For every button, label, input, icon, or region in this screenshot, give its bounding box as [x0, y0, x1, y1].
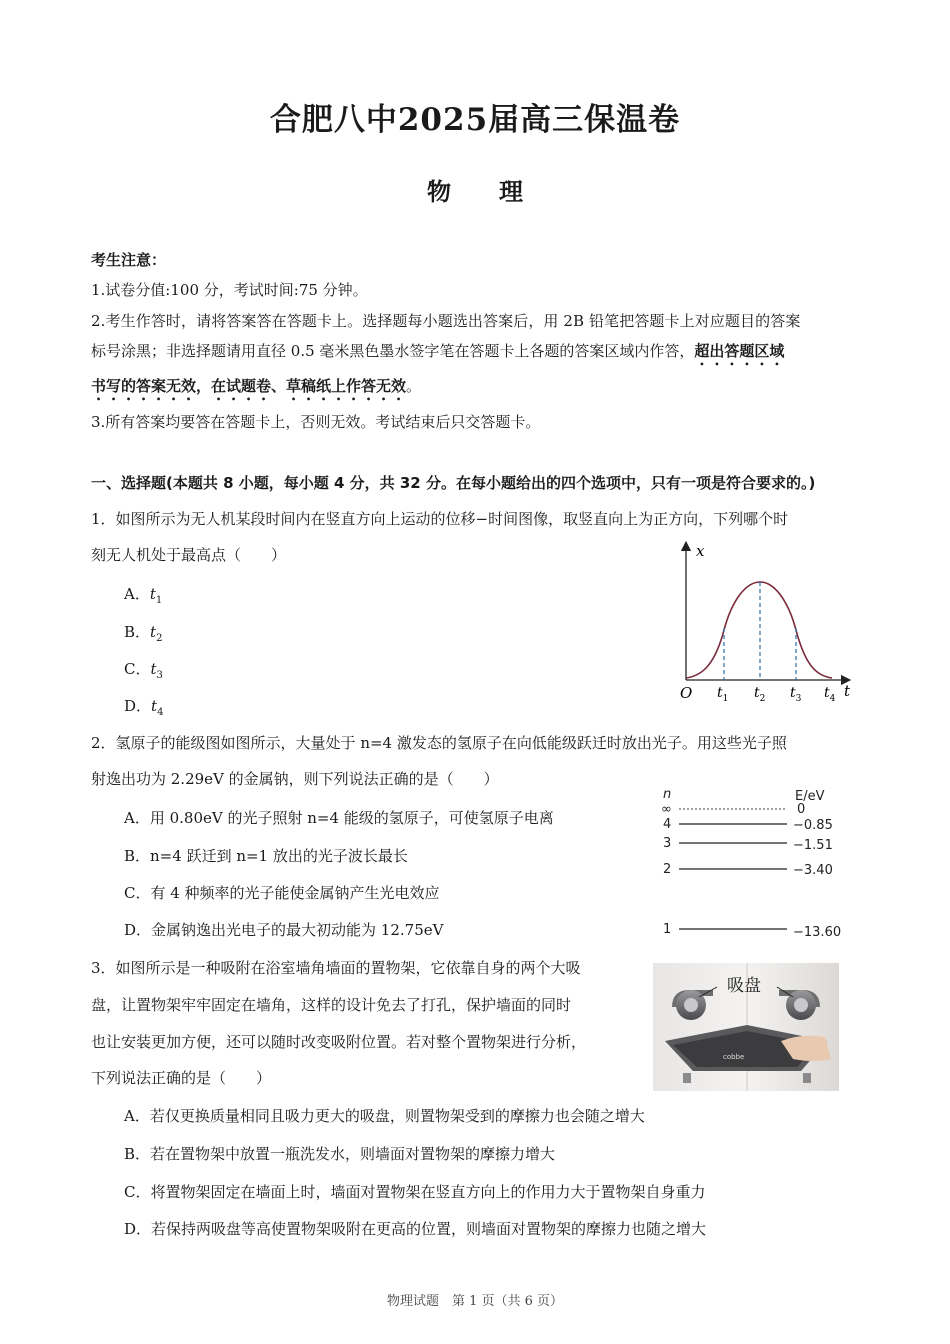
q2-stem-line-1: 2．氢原子的能级图如图所示，大量处于 n=4 激发态的氢原子在向低能级跃迁时放出光子。用这些光子照 — [91, 734, 787, 752]
notice-item-2-line-3 — [91, 376, 421, 404]
notice-item-2-line-1: 2.考生作答时，请将答案答在答题卡上。选择题每小题选出答案后，用 2B 铅笔把答题卡上对应题目的答案 — [91, 312, 801, 330]
notice-item-2-text: 标号涂黑；非选择题请用直径 0.5 毫米黑色墨水签字笔在答题卡上各题的答案区域内作答， — [91, 342, 695, 360]
level-inf-n: ∞ — [661, 802, 672, 817]
q1-option-c-sub: 3 — [156, 670, 163, 681]
graph-origin-label: O — [680, 684, 693, 702]
level-2-n: 2 — [663, 862, 672, 877]
q3-shelf-photo — [653, 963, 839, 1091]
q1-option-d[interactable] — [124, 695, 163, 718]
q1-option-d-sub: 4 — [157, 707, 164, 718]
q1-stem-line-1: 1．如图所示为无人机某段时间内在竖直方向上运动的位移−时间图像，取竖直向上为正方向，下列哪个时 — [91, 510, 789, 528]
graph-tick-t4: $t_4$ — [824, 685, 836, 704]
q1-option-b-letter: B． — [124, 623, 151, 641]
graph-x-label: t — [844, 682, 851, 700]
graph-tick-t3: $t_3$ — [790, 685, 802, 704]
notice-item-2-line-2 — [91, 341, 784, 369]
page-footer: 物理试题 第 1 页（共 6 页） — [386, 1294, 564, 1309]
q1-option-a-letter: A． — [124, 585, 150, 603]
level-4-n: 4 — [663, 817, 672, 832]
shelf-foot-left — [683, 1073, 691, 1083]
shelf-foot-right — [803, 1073, 811, 1083]
notice-item-3: 3.所有答案均要答在答题卡上，否则无效。考试结束后只交答题卡。 — [91, 413, 541, 431]
q2-option-c[interactable]: C．有 4 种频率的光子能使金属钠产生光电效应 — [124, 884, 440, 902]
graph-tick-t1: $t_1$ — [717, 685, 729, 704]
q1-option-c-var: t — [150, 660, 157, 678]
level-inf-e: 0 — [797, 802, 806, 817]
q2-option-b[interactable]: B．n=4 跃迁到 n=1 放出的光子波长最长 — [124, 847, 408, 865]
suction-cup-right-center — [794, 998, 808, 1012]
level-1-n: 1 — [663, 922, 672, 937]
level-2-e: −3.40 — [793, 863, 833, 878]
suction-cup-label: 吸盘 — [727, 976, 761, 996]
q3-stem-line-1: 3．如图所示是一种吸附在浴室墙角墙面的置物架，它依靠自身的两个大吸 — [91, 959, 581, 977]
q1-position-time-graph — [670, 540, 870, 710]
q1-option-a-var: t — [149, 585, 156, 603]
graph-y-label: x — [696, 542, 705, 560]
graph-tick-t2: $t_2$ — [754, 685, 766, 704]
q1-option-d-var: t — [151, 697, 158, 715]
level-4-e: −0.85 — [793, 818, 833, 833]
exam-title: 合肥八中2025届高三保温卷 — [269, 102, 681, 138]
diagram-n-header: n — [663, 787, 672, 802]
notice-item-2-end: 。 — [406, 377, 422, 395]
q1-option-c[interactable] — [124, 658, 163, 681]
q1-option-d-letter: D． — [124, 697, 152, 715]
level-3-e: −1.51 — [793, 838, 833, 853]
diagram-e-header: E/eV — [795, 789, 825, 804]
q1-stem-line-2: 刻无人机处于最高点（ ） — [91, 546, 287, 564]
notice-emphasis-a: 超出答题区域 — [694, 342, 785, 360]
q1-option-a[interactable] — [124, 583, 162, 606]
level-3-n: 3 — [663, 836, 672, 851]
subject-char-1: 物 — [427, 177, 451, 206]
suction-cup-left-center — [684, 998, 698, 1012]
subject-char-2: 理 — [499, 177, 523, 206]
section-1-heading: 一、选择题(本题共 8 小题，每小题 4 分，共 32 分。在每小题给出的四个选项中，只有一项是符合要求的。) — [91, 474, 816, 492]
q3-option-b[interactable]: B．若在置物架中放置一瓶洗发水，则墙面对置物架的摩擦力增大 — [124, 1145, 556, 1163]
q3-stem-line-4: 下列说法正确的是（ ） — [91, 1069, 272, 1087]
q3-option-d[interactable]: D．若保持两吸盘等高使置物架吸附在更高的位置，则墙面对置物架的摩擦力也随之增大 — [124, 1220, 707, 1238]
level-1-e: −13.60 — [793, 925, 842, 940]
q3-option-a[interactable]: A．若仅更换质量相同且吸力更大的吸盘，则置物架受到的摩擦力也会随之增大 — [124, 1107, 645, 1125]
shelf-brand: cobbe — [723, 1053, 745, 1061]
q3-stem-line-2: 盘，让置物架牢牢固定在墙角，这样的设计免去了打孔，保护墙面的同时 — [91, 996, 572, 1014]
q1-option-b-sub: 2 — [156, 633, 163, 644]
q1-option-c-letter: C． — [124, 660, 151, 678]
q2-energy-level-diagram — [655, 782, 855, 942]
notice-item-1: 1.试卷分值:100 分，考试时间:75 分钟。 — [91, 281, 368, 299]
q2-option-d[interactable]: D．金属钠逸出光电子的最大初动能为 12.75eV — [124, 921, 444, 939]
q2-option-a[interactable]: A．用 0.80eV 的光子照射 n=4 能级的氢原子，可使氢原子电离 — [124, 809, 554, 827]
graph-curve — [686, 582, 832, 678]
q3-option-c[interactable]: C．将置物架固定在墙面上时，墙面对置物架在竖直方向上的作用力大于置物架自身重力 — [124, 1183, 706, 1201]
notice-heading: 考生注意： — [91, 251, 167, 269]
subject-title — [0, 172, 950, 207]
q1-option-a-sub: 1 — [155, 595, 163, 606]
q3-stem-line-3: 也让安装更加方便，还可以随时改变吸附位置。若对整个置物架进行分析， — [91, 1033, 587, 1051]
q1-option-b[interactable] — [124, 621, 162, 644]
q2-stem-line-2: 射逸出功为 2.29eV 的金属钠，则下列说法正确的是（ ） — [91, 770, 499, 788]
notice-emphasis-b: 书写的答案无效，在试题卷、草稿纸上作答无效 — [91, 377, 407, 395]
q1-option-b-var: t — [150, 623, 157, 641]
